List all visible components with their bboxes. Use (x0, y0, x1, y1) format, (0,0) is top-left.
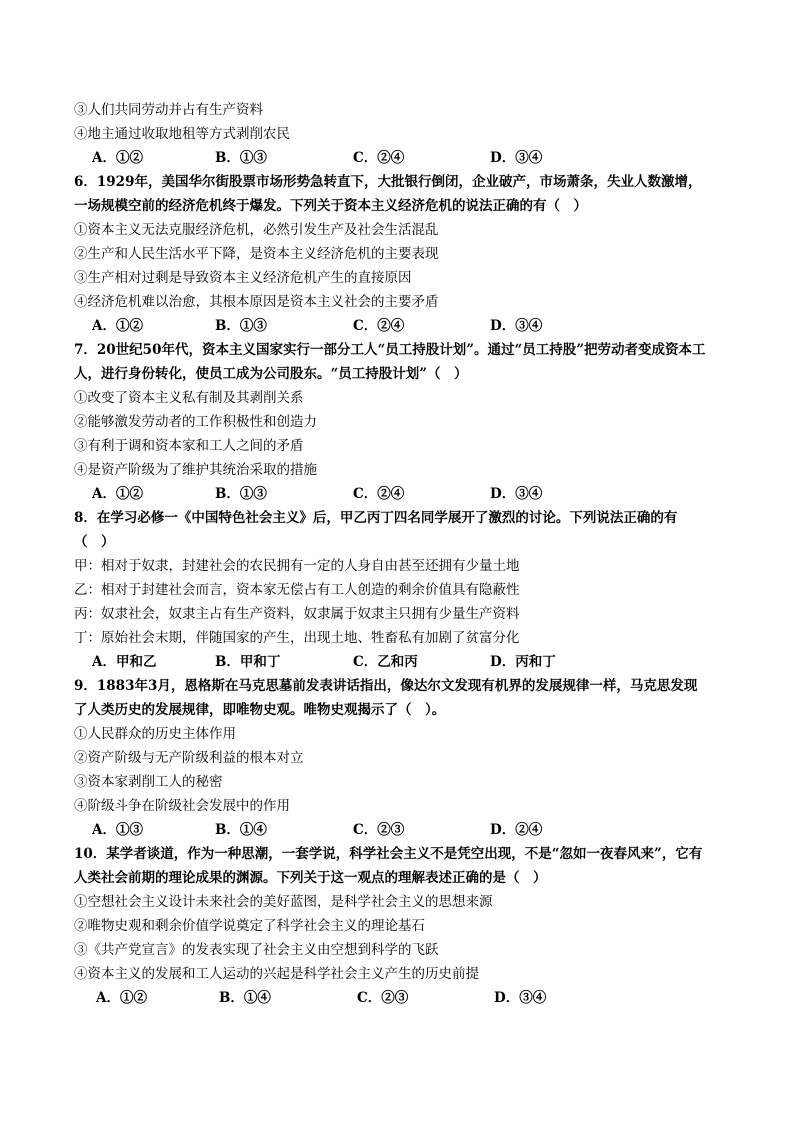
q6-item-1: ①资本主义无法克服经济危机，必然引发生产及社会生活混乱 (74, 222, 439, 238)
q6-item-4: ④经济危机难以治愈，其根本原因是资本主义社会的主要矛盾 (74, 294, 439, 310)
q10-item-2: ②唯物史观和剩余价值学说奠定了科学社会主义的理论基石 (74, 918, 425, 934)
choice-d: D．③④ (490, 318, 543, 334)
q6-item-2: ②生产和人民生活水平下降，是资本主义经济危机的主要表现 (74, 246, 439, 262)
question-9-stem-cont: 了人类历史的发展规律，即唯物史观。唯物史观揭示了（ ）。 (74, 702, 446, 718)
question-10-stem: 10．某学者谈道，作为一种思潮，一套学说，科学社会主义不是凭空出现，不是“忽如一夜春风来”，它有 (74, 846, 703, 862)
choice-c: C．②④ (353, 318, 405, 334)
question-6-stem-cont: 一场规模空前的经济危机终于爆发。下列关于资本主义经济危机的说法正确的有（ ） (74, 198, 587, 214)
choice-a: A．①③ (92, 822, 143, 838)
choice-b: B．①③ (215, 318, 267, 334)
question-8-stem-cont: （ ） (74, 534, 115, 550)
q9-item-2: ②资产阶级与无产阶级利益的根本对立 (74, 750, 304, 766)
option-line-3: ③人们共同劳动并占有生产资料 (74, 102, 263, 118)
choice-a: A．①② (92, 486, 143, 502)
choice-a: A．①② (96, 990, 147, 1006)
choice-a: A．①② (92, 318, 143, 334)
q7-item-3: ③有利于调和资本家和工人之间的矛盾 (74, 438, 304, 454)
q7-item-1: ①改变了资本主义私有制及其剥削关系 (74, 390, 304, 406)
q9-item-1: ①人民群众的历史主体作用 (74, 726, 236, 742)
question-8-stem: 8．在学习必修一《中国特色社会主义》后，甲乙丙丁四名同学展开了激烈的讨论。下列说法正确的有 (74, 510, 678, 526)
question-10-stem-cont: 人类社会前期的理论成果的渊源。下列关于这一观点的理解表述正确的是（ ） (74, 870, 547, 886)
choice-b: B．①③ (215, 150, 267, 166)
q8-item-yi: 乙：相对于封建社会而言，资本家无偿占有工人创造的剩余价值具有隐蔽性 (74, 582, 520, 598)
choice-a: A．甲和乙 (92, 654, 157, 670)
q6-item-3: ③生产相对过剩是导致资本主义经济危机产生的直接原因 (74, 270, 412, 286)
q9-item-4: ④阶级斗争在阶级社会发展中的作用 (74, 798, 290, 814)
question-9-stem: 9．1883年3月，恩格斯在马克思墓前发表讲话指出，像达尔文发现有机界的发展规律一样，马克思发现 (74, 678, 698, 694)
choice-a: A．①② (92, 150, 143, 166)
choice-b: B．①④ (215, 822, 267, 838)
question-7-stem-cont: 人，进行身份转化，使员工成为公司股东。“员工持股计划”（ ） (74, 366, 468, 382)
q10-item-3: ③《共产党宣言》的发表实现了社会主义由空想到科学的飞跃 (74, 942, 439, 958)
choice-b: B．甲和丁 (215, 654, 281, 670)
q10-item-1: ①空想社会主义设计未来社会的美好蓝图，是科学社会主义的思想来源 (74, 894, 493, 910)
choice-c: C．②④ (353, 486, 405, 502)
q9-item-3: ③资本家剥削工人的秘密 (74, 774, 223, 790)
choice-c: C．②④ (353, 150, 405, 166)
choice-d: D．丙和丁 (490, 654, 556, 670)
q7-item-4: ④是资产阶级为了维护其统治采取的措施 (74, 462, 317, 478)
option-line-4: ④地主通过收取地租等方式剥削农民 (74, 126, 290, 142)
question-6-stem: 6．1929年，美国华尔街股票市场形势急转直下，大批银行倒闭，企业破产，市场萧条，失业人数激增， (74, 174, 702, 190)
choice-c: C．②③ (357, 990, 409, 1006)
q7-item-2: ②能够激发劳动者的工作积极性和创造力 (74, 414, 317, 430)
question-7-stem: 7．20世纪50年代，资本主义国家实行一部分工人“员工持股计划”。通过“员工持股”把劳动者变成资本工 (74, 342, 706, 358)
choice-d: D．③④ (490, 486, 543, 502)
q10-item-4: ④资本主义的发展和工人运动的兴起是科学社会主义产生的历史前提 (74, 966, 479, 982)
q8-item-bing: 丙：奴隶社会，奴隶主占有生产资料，奴隶属于奴隶主只拥有少量生产资料 (74, 606, 520, 622)
q8-item-ding: 丁：原始社会末期，伴随国家的产生，出现土地、牲畜私有加剧了贫富分化 (74, 630, 520, 646)
choice-c: C．乙和丙 (353, 654, 418, 670)
choice-d: D．②④ (490, 822, 543, 838)
choice-b: B．①④ (219, 990, 271, 1006)
choice-b: B．①③ (215, 486, 267, 502)
q8-item-jia: 甲：相对于奴隶，封建社会的农民拥有一定的人身自由甚至还拥有少量土地 (74, 558, 520, 574)
choice-c: C．②③ (353, 822, 405, 838)
choice-d: D．③④ (494, 990, 547, 1006)
choice-d: D．③④ (490, 150, 543, 166)
